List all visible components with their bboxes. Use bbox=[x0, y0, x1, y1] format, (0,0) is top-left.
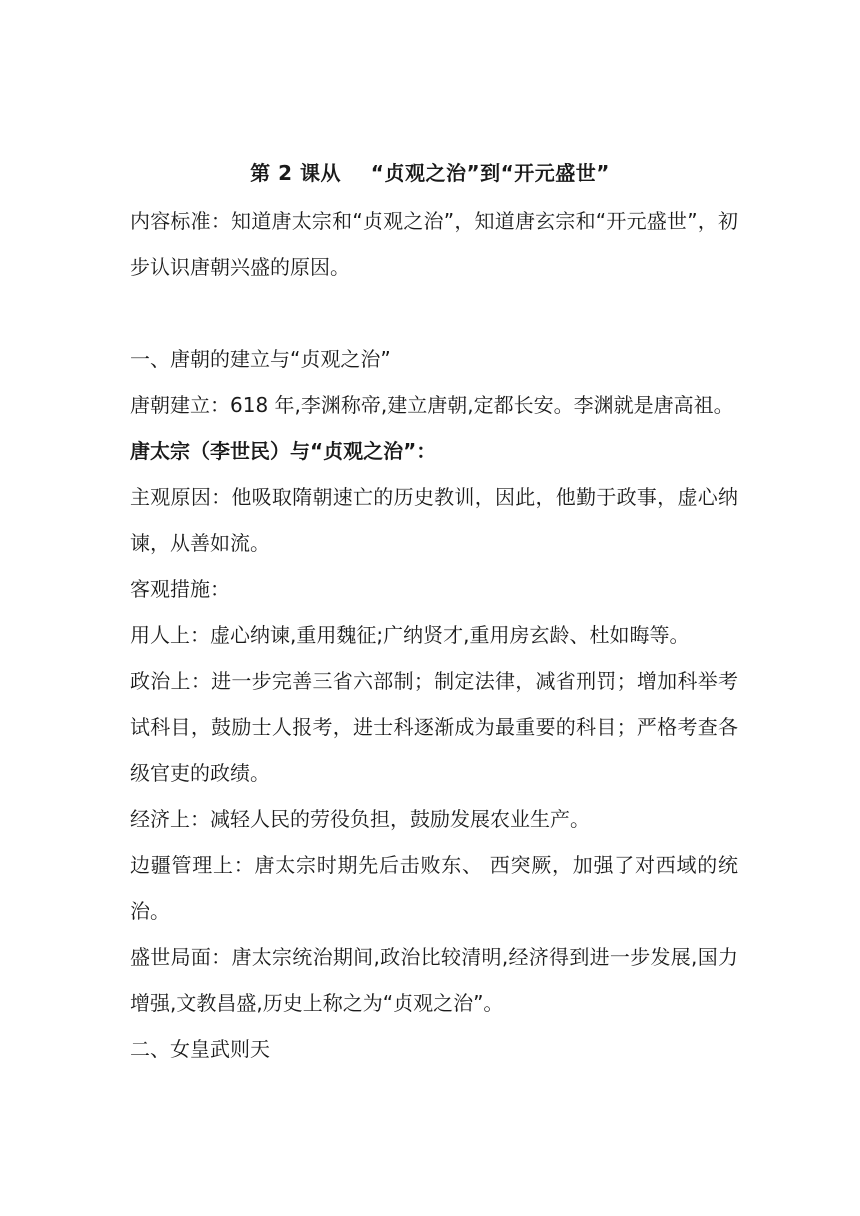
section-heading-founding: 一、唐朝的建立与“贞观之治” bbox=[130, 347, 391, 371]
subjective-reason-paragraph: 主观原因：他吸取隋朝速亡的历史教训，因此，他勤于政事，虚心纳谏，从善如流。 bbox=[130, 485, 738, 555]
economy-paragraph: 经济上：减轻人民的劳役负担，鼓励发展农业生产。 bbox=[130, 807, 590, 831]
taizong-heading: 唐太宗（李世民）与“贞观之治”： bbox=[130, 439, 437, 463]
frontier-paragraph: 边疆管理上：唐太宗时期先后击败东、 西突厥，加强了对西域的统治。 bbox=[130, 853, 738, 923]
politics-paragraph: 政治上：进一步完善三省六部制；制定法律，减省刑罚；增加科举考试科目，鼓励士人报考，进士科逐渐成为最重要的科目；严格考查各级官吏的政绩。 bbox=[130, 669, 738, 785]
content-standard-paragraph: 内容标准：知道唐太宗和“贞观之治”，知道唐玄宗和“开元盛世”，初步认识唐朝兴盛的原因。 bbox=[130, 209, 738, 279]
personnel-paragraph: 用人上：虚心纳谏,重用魏征;广纳贤才,重用房玄龄、杜如晦等。 bbox=[130, 623, 690, 647]
blank-line bbox=[130, 290, 738, 336]
prosperity-paragraph: 盛世局面：唐太宗统治期间,政治比较清明,经济得到进一步发展,国力增强,文教昌盛,历史上称之为“贞观之治”。 bbox=[130, 945, 738, 1015]
founding-paragraph: 唐朝建立：618 年,李渊称帝,建立唐朝,定都长安。李渊就是唐高祖。 bbox=[130, 393, 734, 417]
document-body bbox=[130, 198, 738, 1072]
section-heading-wuzetian: 二、女皇武则天 bbox=[130, 1037, 270, 1061]
objective-measures-label: 客观措施： bbox=[130, 577, 230, 601]
page-title: 第 2 课从 “贞观之治”到“开元盛世” bbox=[250, 161, 610, 185]
